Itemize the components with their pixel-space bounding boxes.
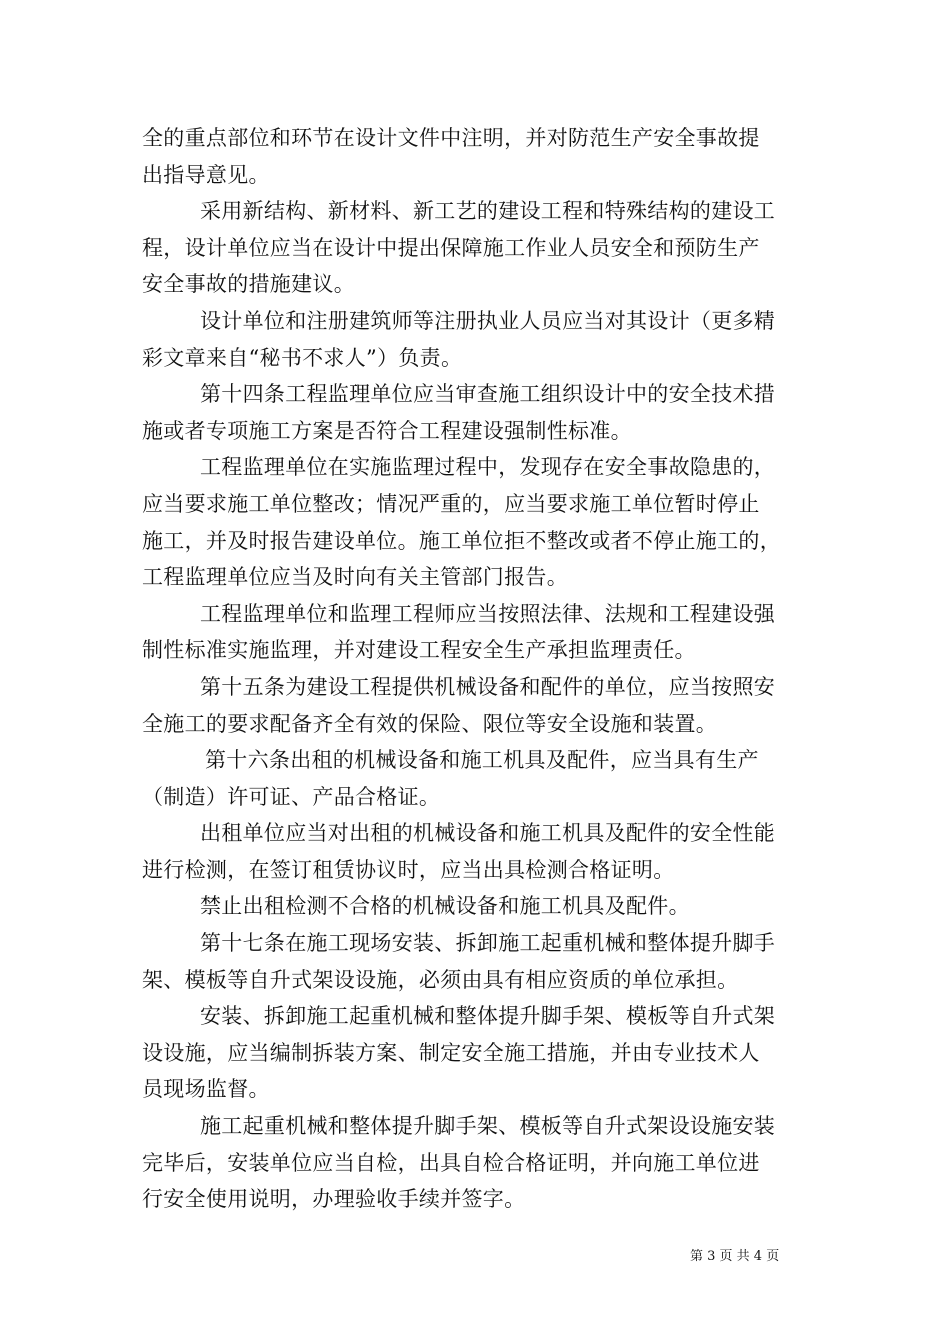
text-line: 程，设计单位应当在设计中提出保障施工作业人员安全和预防生产: [142, 235, 760, 260]
text-line: 完毕后，安装单位应当自检，出具自检合格证明，并向施工单位进: [142, 1150, 760, 1175]
text-line: （制造）许可证、产品合格证。: [142, 784, 441, 809]
paragraph-start: 第十五条为建设工程提供机械设备和配件的单位，应当按照安: [200, 674, 776, 699]
text-line: 全施工的要求配备齐全有效的保险、限位等安全设施和装置。: [142, 711, 718, 736]
text-line: 安全事故的措施建议。: [142, 272, 355, 297]
text-line: 出指导意见。: [142, 162, 270, 187]
paragraph-start: 禁止出租检测不合格的机械设备和施工机具及配件。: [200, 894, 690, 919]
text-line: 应当要求施工单位整改；情况严重的，应当要求施工单位暂时停止: [142, 491, 760, 516]
text-line: 员现场监督。: [142, 1077, 270, 1102]
text-line: 全的重点部位和环节在设计文件中注明，并对防范生产安全事故提: [142, 126, 760, 150]
text-line: 施或者专项施工方案是否符合工程建设强制性标准。: [142, 418, 632, 443]
paragraph-start: 采用新结构、新材料、新工艺的建设工程和特殊结构的建设工: [200, 199, 776, 224]
text-line: 工程监理单位应当及时向有关主管部门报告。: [142, 565, 568, 590]
text-line: 制性标准实施监理，并对建设工程安全生产承担监理责任。: [142, 638, 696, 663]
text-line: 行安全使用说明，办理验收手续并签字。: [142, 1187, 526, 1212]
page-number-footer: 第 3 页 共 4 页: [690, 1249, 780, 1264]
text-line: 设设施，应当编制拆装方案、制定安全施工措施，并由专业技术人: [142, 1040, 760, 1065]
paragraph-start: 第十四条工程监理单位应当审查施工组织设计中的安全技术措: [200, 382, 776, 407]
paragraph-start: 工程监理单位在实施监理过程中，发现存在安全事故隐患的，: [200, 455, 776, 480]
text-line: 架、模板等自升式架设设施，必须由具有相应资质的单位承担。: [142, 967, 739, 992]
text-line: 进行检测，在签订租赁协议时，应当出具检测合格证明。: [142, 857, 675, 882]
paragraph-start: 施工起重机械和整体提升脚手架、模板等自升式架设设施安装: [200, 1114, 776, 1139]
paragraph-start: 安装、拆卸施工起重机械和整体提升脚手架、模板等自升式架: [200, 1004, 776, 1029]
text-line: 施工，并及时报告建设单位。施工单位拒不整改或者不停止施工的，: [142, 528, 781, 553]
paragraph-start: 第十七条在施工现场安装、拆卸施工起重机械和整体提升脚手: [200, 931, 776, 956]
paragraph-start: 工程监理单位和监理工程师应当按照法律、法规和工程建设强: [200, 601, 776, 626]
paragraph-start: 出租单位应当对出租的机械设备和施工机具及配件的安全性能: [200, 821, 776, 846]
paragraph-start: 设计单位和注册建筑师等注册执业人员应当对其设计（更多精: [200, 308, 776, 333]
document-body: [142, 120, 818, 1218]
text-line: 彩文章来自“秘书不求人”）负责。: [142, 345, 463, 370]
paragraph-start: 第十六条出租的机械设备和施工机具及配件，应当具有生产: [205, 748, 759, 773]
